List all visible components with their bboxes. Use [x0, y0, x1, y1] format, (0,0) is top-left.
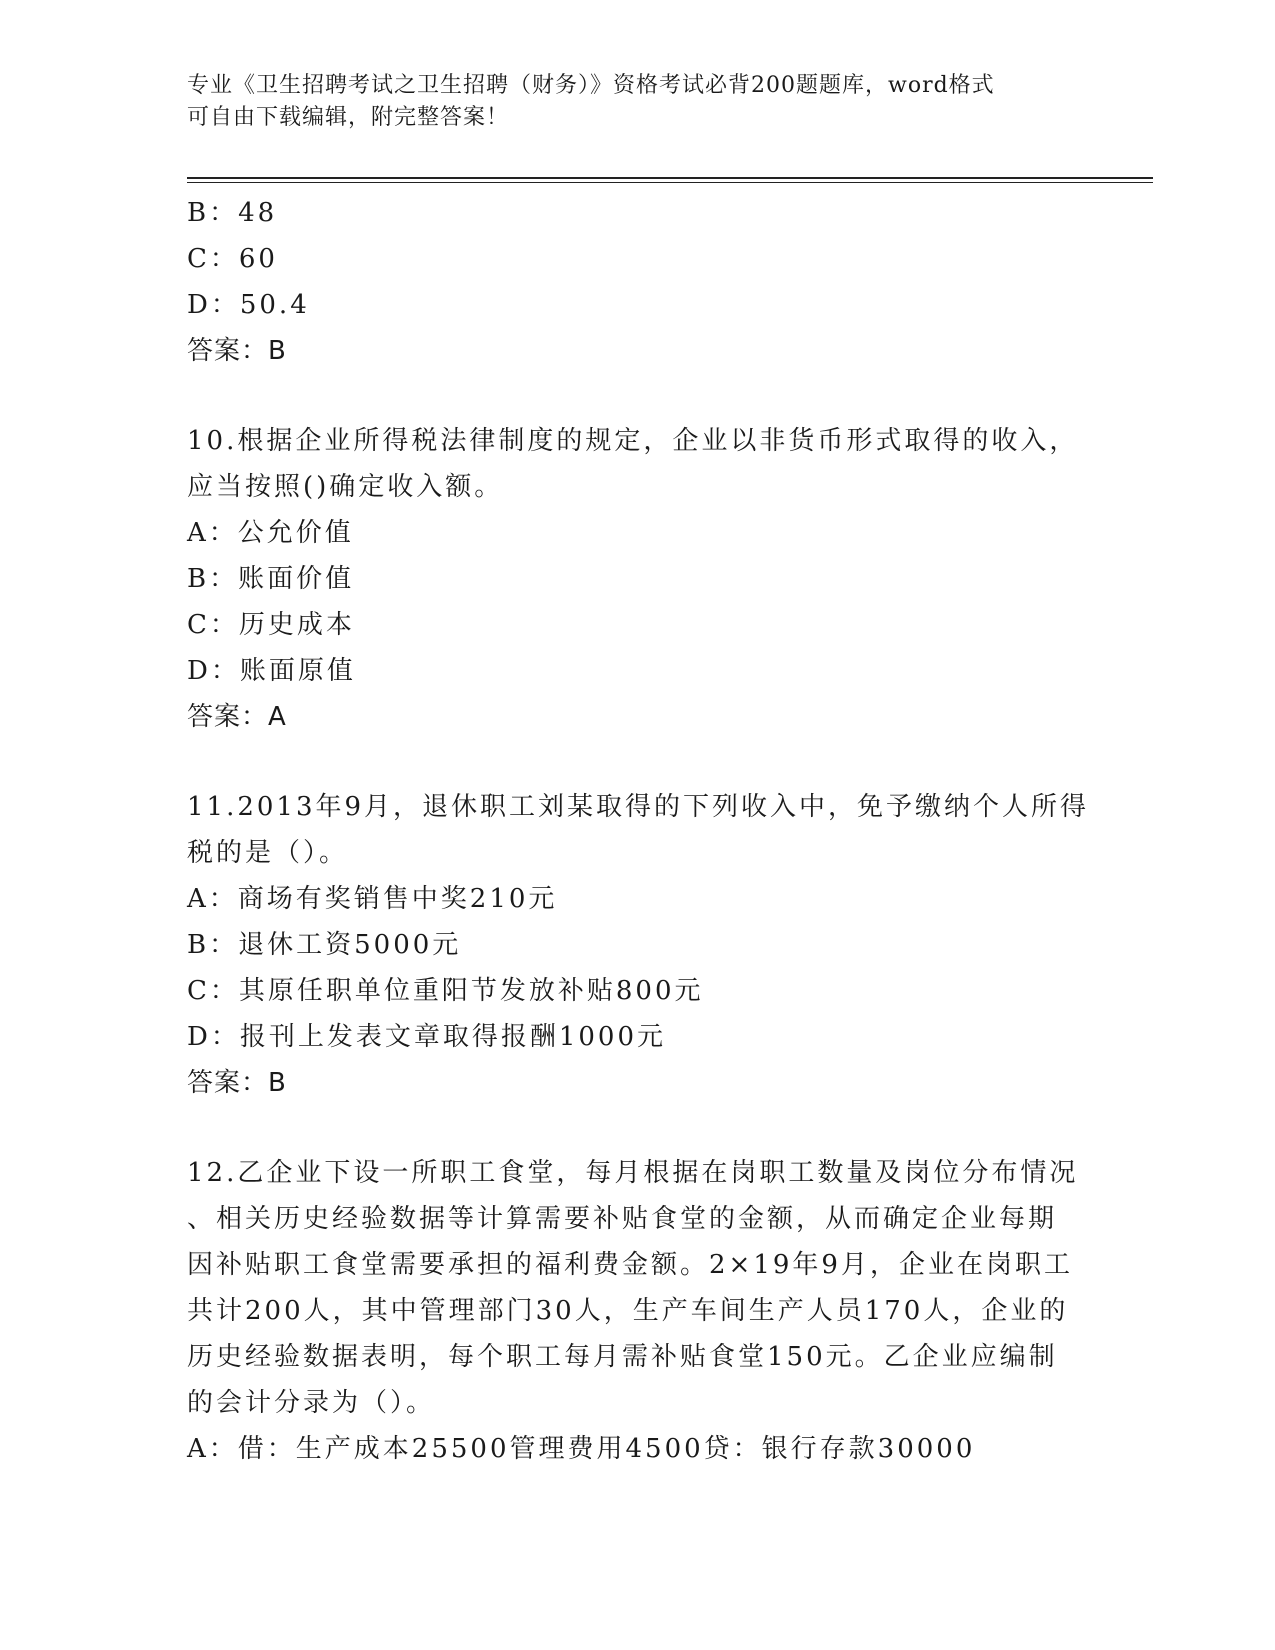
option-d: D：50.4 [187, 290, 310, 320]
question-stem: 11.2013年9月，退休职工刘某取得的下列收入中，免予缴纳个人所得 [187, 792, 1090, 822]
question-12 [187, 1150, 1087, 1472]
question-stem: 历史经验数据表明，每个职工每月需补贴食堂150元。乙企业应编制 [187, 1342, 1058, 1372]
question-9 [187, 190, 1087, 374]
option-b: B：账面价值 [187, 564, 355, 594]
answer: 答案：A [187, 702, 287, 732]
question-stem: 因补贴职工食堂需要承担的福利费金额。2×19年9月，企业在岗职工 [187, 1250, 1073, 1280]
question-content [187, 190, 1090, 1472]
option-c: C：历史成本 [187, 610, 355, 640]
header-line-2: 可自由下载编辑，附完整答案！ [187, 105, 510, 130]
option-a: A：公允价值 [187, 518, 354, 548]
question-stem: 税的是（）。 [187, 838, 349, 868]
question-stem: 应当按照()确定收入额。 [187, 472, 504, 502]
option-d: D：账面原值 [187, 656, 356, 686]
option-c: C：60 [187, 244, 278, 274]
option-a: A：借：生产成本25500管理费用4500贷：银行存款30000 [187, 1434, 976, 1464]
document-header [187, 70, 1067, 134]
header-line-1: 专业《卫生招聘考试之卫生招聘（财务）》资格考试必背200题题库，word格式 [187, 73, 995, 98]
answer: 答案：B [187, 1068, 287, 1098]
header-divider-thin [187, 182, 1153, 183]
question-11 [187, 784, 1090, 1106]
question-stem: 10.根据企业所得税法律制度的规定，企业以非货币形式取得的收入， [187, 426, 1079, 456]
option-d: D：报刊上发表文章取得报酬1000元 [187, 1022, 667, 1052]
option-c: C：其原任职单位重阳节发放补贴800元 [187, 976, 704, 1006]
question-stem: 12.乙企业下设一所职工食堂，每月根据在岗职工数量及岗位分布情况 [187, 1158, 1079, 1188]
option-b: B：48 [187, 198, 278, 228]
option-a: A：商场有奖销售中奖210元 [187, 884, 558, 914]
question-stem: 共计200人，其中管理部门30人，生产车间生产人员170人，企业的 [187, 1296, 1069, 1326]
question-10 [187, 418, 1087, 740]
option-b: B：退休工资5000元 [187, 930, 462, 960]
question-stem: 的会计分录为（）。 [187, 1388, 436, 1418]
answer: 答案：B [187, 336, 287, 366]
question-stem: 、相关历史经验数据等计算需要补贴食堂的金额，从而确定企业每期 [187, 1204, 1058, 1234]
header-divider-thick [187, 177, 1153, 179]
